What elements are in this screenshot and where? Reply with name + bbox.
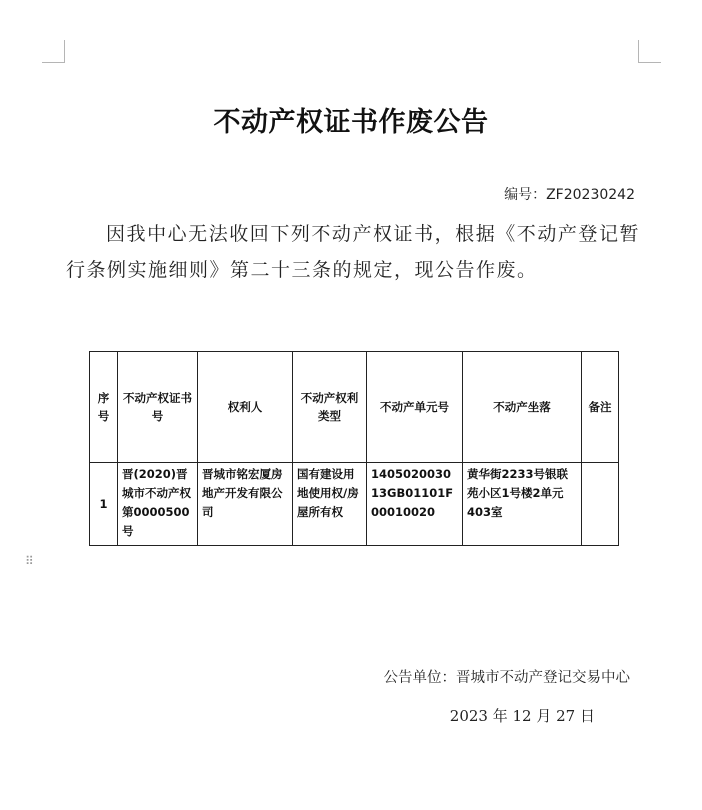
cell-remark xyxy=(582,463,619,546)
publisher: 公告单位：晋城市不动产登记交易中心 xyxy=(383,670,630,686)
table-row xyxy=(90,463,619,546)
header-location: 不动产坐落 xyxy=(463,352,582,463)
notice-body: 因我中心无法收回下列不动产权证书，根据《不动产登记暂行条例实施细则》第二十三条的规定，现公告作废。 xyxy=(66,223,640,281)
document-number: 编号：ZF20230242 xyxy=(504,187,635,203)
header-seq: 序号 xyxy=(90,352,118,463)
header-holder: 权利人 xyxy=(198,352,293,463)
cell-unit-no: 140502003013GB01101F00010020 xyxy=(367,463,463,546)
drag-handle-icon[interactable]: ⠿ xyxy=(25,554,35,568)
cell-location: 黄华街2233号银联苑小区1号楼2单元403室 xyxy=(463,463,582,546)
header-unit-no: 不动产单元号 xyxy=(367,352,463,463)
crop-mark-top-left xyxy=(42,40,65,63)
publish-date: 2023 年 12 月 27 日 xyxy=(449,707,595,725)
cell-right-type: 国有建设用地使用权/房屋所有权 xyxy=(293,463,367,546)
header-right-type: 不动产权利类型 xyxy=(293,352,367,463)
certificate-table xyxy=(89,351,619,546)
header-remark: 备注 xyxy=(582,352,619,463)
cell-cert-no: 晋(2020)晋城市不动产权第0000500号 xyxy=(118,463,198,546)
cell-seq: 1 xyxy=(90,463,118,546)
header-cert-no: 不动产权证书号 xyxy=(118,352,198,463)
table-header-row xyxy=(90,352,619,463)
crop-mark-top-right xyxy=(638,40,661,63)
cell-holder: 晋城市铭宏厦房地产开发有限公司 xyxy=(198,463,293,546)
document-title: 不动产权证书作废公告 xyxy=(213,107,489,138)
